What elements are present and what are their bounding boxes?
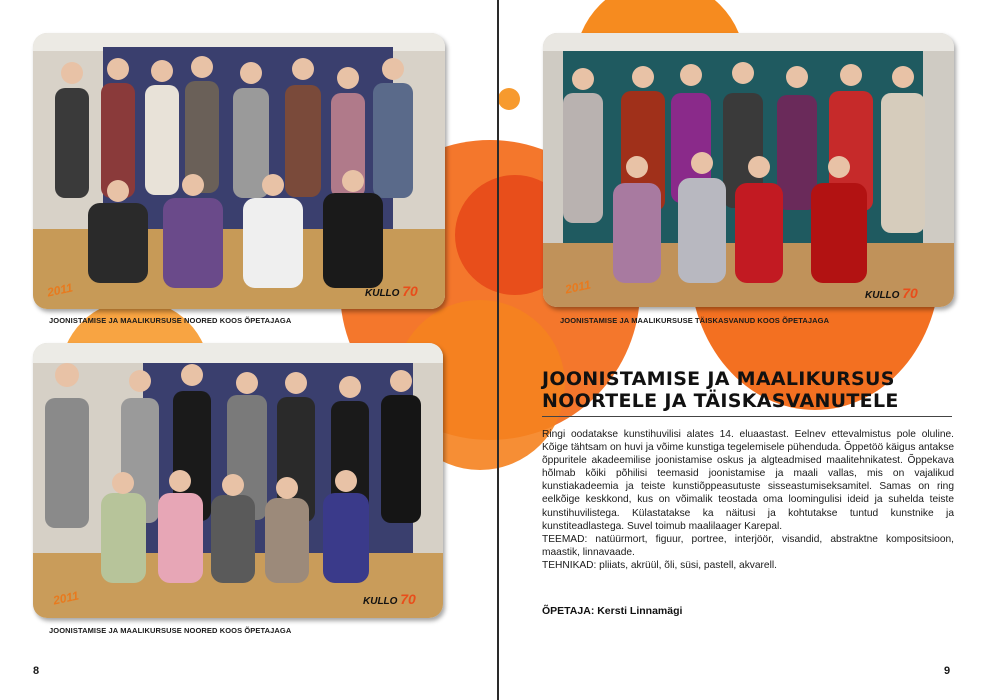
kullo-logo (363, 591, 416, 607)
photo-caption: JOONISTAMISE JA MAALIKURSUSE TÄISKASVANUD KOOS ÕPETAJAGA (560, 316, 830, 325)
title-underline (542, 416, 952, 417)
article-paragraph: Ringi oodatakse kunstihuvilisi alates 14. eluaastast. Eelnev ettevalmistus pole oluline. Kõige tähtsam on huvi ja võime kunstiga tegelemisele pühenduda. Õppetöö käigus antakse õppuritele akadeemilise joonistamise oskus ja algteadmised maalitehnikatest. Õppekava hõlmab kõiki põhilisi teemasid joonistamise ja maali vallas, mis on vajalikud kunstiakadeemia ja teiste kunstiõppeasutuste sisseastumiseksamitel. Samas on ring eelkõige keskkond, kus on võimalik teostada oma loomingulisi ideid ja suhelda teiste kunstihuvilistega. Külastatakse ka näitusi ja kohtutakse tuntud kunstnike ja kunstiteadlastega. Suvel toimub maalilaager Karepal. (542, 429, 954, 532)
kullo-logo-text: KULLO (365, 288, 400, 299)
kullo-logo (365, 283, 418, 299)
group-photo-youth-1 (33, 33, 445, 309)
article-title-line2: NOORTELE JA TÄISKASVANUTELE (542, 390, 899, 412)
photo-year-label: 2011 (51, 588, 80, 608)
kullo-logo-number: 70 (400, 591, 416, 607)
article-body (542, 428, 954, 572)
photo-year-label: 2011 (563, 277, 592, 297)
article-title-line1: JOONISTAMISE JA MAALIKURSUS (542, 368, 895, 390)
kullo-logo-text: KULLO (865, 290, 900, 301)
kullo-logo (865, 285, 918, 301)
decor-circle-small (498, 88, 520, 110)
photo-caption: JOONISTAMISE JA MAALIKURSUSE NOORED KOOS ÕPETAJAGA (49, 626, 292, 635)
kullo-logo-text: KULLO (363, 596, 398, 607)
kullo-logo-number: 70 (402, 283, 418, 299)
page-spine (497, 0, 499, 700)
article-techniques: TEHNIKAD: pliiats, akrüül, õli, süsi, pastell, akvarell. (542, 559, 777, 571)
page-number-right: 9 (944, 665, 951, 677)
photo-year-label: 2011 (45, 280, 74, 300)
group-photo-adults (543, 33, 954, 307)
photo-caption: JOONISTAMISE JA MAALIKURSUSE NOORED KOOS ÕPETAJAGA (49, 316, 292, 325)
kullo-logo-number: 70 (902, 285, 918, 301)
group-photo-youth-2 (33, 343, 443, 618)
teacher-name: ÕPETAJA: Kersti Linnamägi (542, 605, 683, 617)
page-number-left: 8 (33, 665, 40, 677)
article-title (542, 368, 962, 412)
article-themes: TEEMAD: natüürmort, figuur, portree, interjöör, visandid, abstraktne kompositsioon, maastik, linnavaade. (542, 533, 954, 558)
